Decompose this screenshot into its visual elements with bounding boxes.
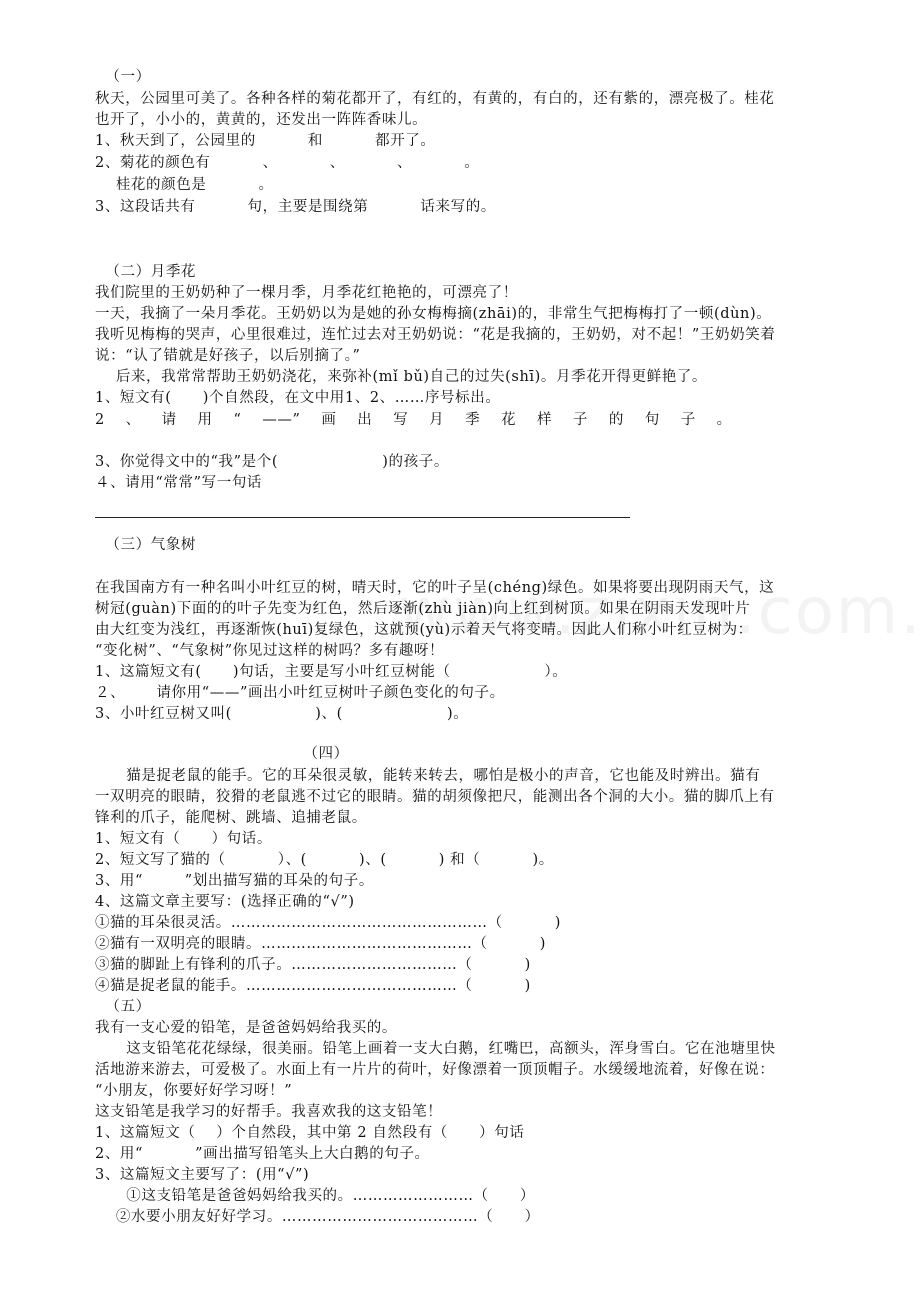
answer-line: [95, 517, 630, 518]
text-line: 这支铅笔是我学习的好帮手。我喜欢我的这支铅笔！: [95, 1104, 443, 1120]
text-line: 活地游来游去，可爱极了。水面上有一片片的荷叶，好像漂着一顶顶帽子。水缓缓地流着，好像在说：: [95, 1062, 775, 1078]
text-line: （二）月季花: [95, 264, 197, 280]
text-line: ④猫是捉老鼠的能手。……………………………………（ ): [95, 978, 531, 994]
text-line: 我有一支心爱的铅笔，是爸爸妈妈给我买的。: [95, 1020, 397, 1036]
text-line: ４、请用“常常”写一句话: [95, 475, 263, 491]
text-line: 在我国南方有一种名叫小叶红豆的树，晴天时，它的叶子呈(chéng)绿色。如果将要出现阴雨天气，这: [95, 580, 775, 596]
text-line: （三）气象树: [95, 537, 197, 553]
text-line: 后来，我常常帮助王奶奶浇花，来弥补(mǐ bǔ)自己的过失(shī)。月季花开得更鲜艳了。: [95, 369, 707, 385]
text-line: 2、用“ ”画出描写铅笔头上大白鹅的句子。: [95, 1146, 430, 1162]
text-line: 秋天，公园里可美了。各种各样的菊花都开了，有红的，有黄的，有白的，还有紫的，漂亮极了。桂花: [95, 91, 775, 107]
text-line: 3、用“ ”划出描写猫的耳朵的句子。: [95, 873, 374, 889]
text-line: 3、小叶红豆树又叫( )、( )。: [95, 706, 469, 722]
text-line: 1、秋天到了，公园里的 和 都开了。: [95, 133, 436, 149]
text-line: 1、短文有（ ）句话。: [95, 831, 272, 847]
text-line: ②水要小朋友好好学习。…………………………………（ ）: [95, 1209, 540, 1225]
text-line: 说：“认了错就是好孩子，以后别摘了。”: [95, 348, 361, 364]
text-line: ２、 请你用“——”画出小叶红豆树叶子颜色变化的句子。: [95, 685, 505, 701]
text-line: 我们院里的王奶奶种了一棵月季，月季花红艳艳的，可漂亮了！: [95, 285, 518, 301]
text-line: “变化树”、“气象树”你见过这样的树吗？多有趣呀！: [95, 643, 445, 659]
text-line: 2、短文写了猫的（ ）、( )、( ) 和（ )。: [95, 852, 554, 868]
text-line: 2、菊花的颜色有 、 、 、 。: [95, 155, 480, 171]
text-line: 树冠(guàn)下面的的叶子先变为红色，然后逐渐(zhù jiàn)向上红到树顶。如果在阴雨天发现叶片: [95, 601, 751, 617]
text-line: “小朋友，你要好好学习呀！”: [95, 1083, 293, 1099]
text-line: 1、这篇短文有( )句话，主要是写小叶红豆树能（ ）。: [95, 664, 568, 680]
text-line: 1、这篇短文（ ）个自然段，其中第 2 自然段有（ ）句话: [95, 1125, 525, 1141]
text-line: 猫是捉老鼠的能手。它的耳朵很灵敏，能转来转去，哪怕是极小的声音，它也能及时辨出。猫有: [95, 768, 761, 784]
text-line: 1、短文有( )个自然段，在文中用1、2、……序号标出。: [95, 390, 501, 406]
text-line: 3、你觉得文中的“我”是个( )的孩子。: [95, 454, 449, 470]
text-line: 由大红变为浅红，再逐渐恢(huī)复绿色，这就预(yù)示着天气将变晴。因此人们称小叶红豆树为：: [95, 622, 753, 638]
text-line: 桂花的颜色是 。: [95, 177, 274, 193]
text-line: 一双明亮的眼睛，狡猾的老鼠逃不过它的眼睛。猫的胡须像把尺，能测出各个洞的大小。猫的脚爪上有: [95, 789, 775, 805]
text-line: （一）: [95, 69, 151, 85]
text-line: 我听见梅梅的哭声，心里很难过，连忙过去对王奶奶说：“花是我摘的，王奶奶，对不起！”王奶奶笑着: [95, 327, 776, 343]
text-line: 这支铅笔花花绿绿，很美丽。铅笔上画着一支大白鹅，红嘴巴，高额头，浑身雪白。它在池塘里快: [95, 1041, 776, 1057]
text-line: 锋利的爪子，能爬树、跳墙、追捕老鼠。: [95, 810, 367, 826]
text-line: 3、这篇短文主要写了：(用“√”): [95, 1167, 310, 1183]
text-line: 4、这篇文章主要写：(选择正确的“√”): [95, 894, 355, 910]
text-line: ①这支铅笔是爸爸妈妈给我买的。……………………（ ）: [95, 1188, 536, 1204]
text-line: （五）: [95, 999, 151, 1015]
text-line: ①猫的耳朵很灵活。……………………………………………（ ): [95, 915, 562, 931]
text-line: 2 、 请 用 “ ——” 画 出 写 月 季 花 样 子 的 句 子 。: [95, 412, 732, 428]
text-line: 一天，我摘了一朵月季花。王奶奶以为是她的孙女梅梅摘(zhāi)的，非常生气把梅梅打了一顿(dùn)。: [95, 306, 772, 322]
text-line: （四）: [95, 746, 349, 762]
text-line: 3、这段话共有 句，主要是围绕第 话来写的。: [95, 199, 496, 215]
text-line: ③猫的脚趾上有锋利的爪子。……………………………（ ): [95, 957, 531, 973]
text-line: ②猫有一双明亮的眼睛。……………………………………（ ): [95, 936, 546, 952]
text-line: 也开了，小小的，黄黄的，还发出一阵阵香味儿。: [95, 112, 428, 128]
